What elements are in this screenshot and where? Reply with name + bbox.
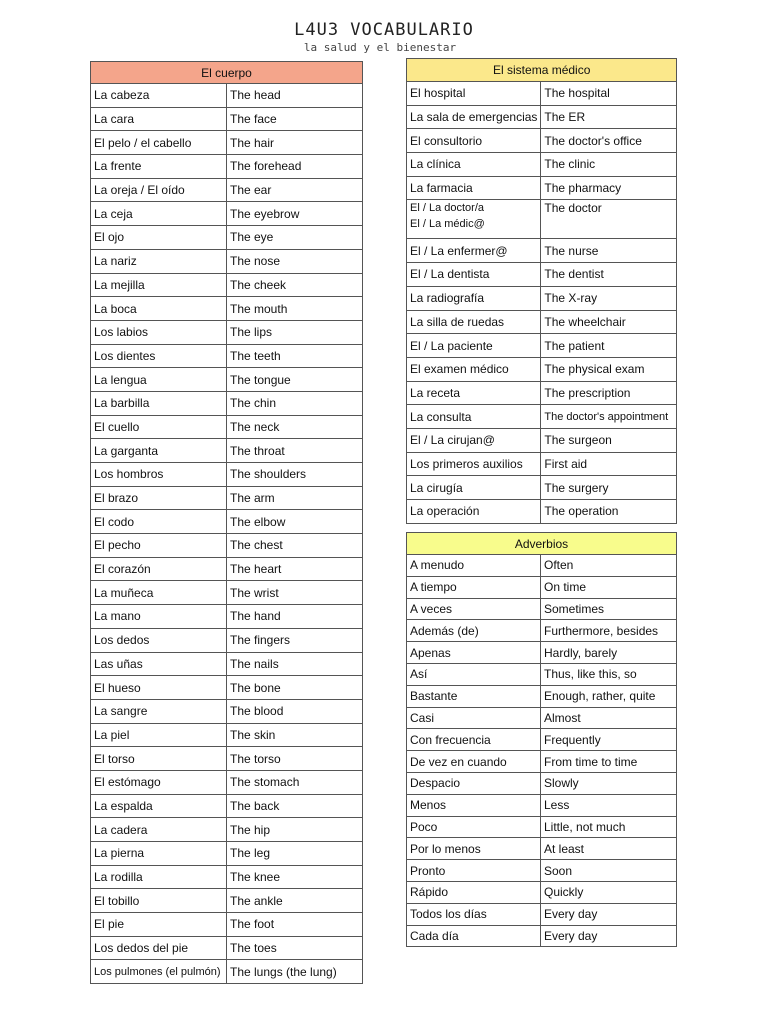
english-term-cell: The mouth: [227, 297, 363, 321]
table-row: [91, 249, 363, 273]
spanish-term-cell: La muñeca: [91, 581, 227, 605]
english-term-cell: Sometimes: [541, 598, 677, 620]
table-row: [407, 452, 677, 476]
table-row: [91, 486, 363, 510]
spanish-term-cell: El cuello: [91, 415, 227, 439]
english-term-cell: The nurse: [541, 239, 677, 263]
table-row: [91, 652, 363, 676]
spanish-term-cell: La sangre: [91, 699, 227, 723]
table-row: [407, 555, 677, 577]
table-row: [91, 865, 363, 889]
english-term-cell: The cheek: [227, 273, 363, 297]
spanish-term-cell: La lengua: [91, 368, 227, 392]
spanish-term-cell: La rodilla: [91, 865, 227, 889]
spanish-term-cell: El tobillo: [91, 889, 227, 913]
english-term-cell: Enough, rather, quite: [541, 685, 677, 707]
table-row: [407, 903, 677, 925]
spanish-term-cell: La pierna: [91, 842, 227, 866]
english-term-cell: Frequently: [541, 729, 677, 751]
spanish-term-cell: Además (de): [407, 620, 541, 642]
english-term-cell: The skin: [227, 723, 363, 747]
table-row: [407, 500, 677, 524]
table-row: [91, 463, 363, 487]
table-row: [407, 925, 677, 947]
english-term-cell: The hand: [227, 605, 363, 629]
english-term-cell: Every day: [541, 925, 677, 947]
english-term-cell: The bone: [227, 676, 363, 700]
english-term-cell: The forehead: [227, 155, 363, 179]
spanish-term-cell: La cabeza: [91, 84, 227, 108]
english-term-cell: The hip: [227, 818, 363, 842]
spanish-term-cell: La cadera: [91, 818, 227, 842]
english-term-cell: The doctor's office: [541, 129, 677, 153]
spanish-term-cell: La mejilla: [91, 273, 227, 297]
table-row: [91, 320, 363, 344]
spanish-term-cell: Los pulmones (el pulmón): [91, 960, 227, 984]
spanish-term-cell: Así: [407, 663, 541, 685]
spanish-term-cell: Las uñas: [91, 652, 227, 676]
spanish-term-cell: El pecho: [91, 534, 227, 558]
english-term-cell: The heart: [227, 557, 363, 581]
english-term-cell: The stomach: [227, 770, 363, 794]
spanish-term-cell: Los labios: [91, 320, 227, 344]
adverbs-vocab-table: [406, 532, 677, 947]
spanish-term-cell: La cirugía: [407, 476, 541, 500]
table-row: [407, 176, 677, 200]
spanish-term-cell: La farmacia: [407, 176, 541, 200]
table-row: [91, 605, 363, 629]
english-term-cell: On time: [541, 576, 677, 598]
spanish-term-cell: La boca: [91, 297, 227, 321]
table-row: [407, 772, 677, 794]
table-row: [91, 913, 363, 937]
table-row: [407, 200, 677, 239]
table-row: [407, 286, 677, 310]
table-row: [91, 747, 363, 771]
spanish-term-cell: La nariz: [91, 249, 227, 273]
spanish-term-cell: El ojo: [91, 226, 227, 250]
spanish-term-cell: Casi: [407, 707, 541, 729]
english-term-cell: The nose: [227, 249, 363, 273]
table-row: [91, 510, 363, 534]
table-row: [91, 297, 363, 321]
spanish-term-cell: Bastante: [407, 685, 541, 707]
table-row: [91, 178, 363, 202]
table-row: [91, 581, 363, 605]
table-row: [91, 628, 363, 652]
table-row: [91, 107, 363, 131]
english-term-cell: The arm: [227, 486, 363, 510]
table-row: [91, 226, 363, 250]
spanish-term-cell: La silla de ruedas: [407, 310, 541, 334]
spanish-term-cell: De vez en cuando: [407, 751, 541, 773]
english-term-cell: The wheelchair: [541, 310, 677, 334]
english-term-cell: The dentist: [541, 263, 677, 287]
spanish-term-cell: La garganta: [91, 439, 227, 463]
table-row: [407, 860, 677, 882]
english-term-cell: Hardly, barely: [541, 642, 677, 664]
spanish-term-cell: Rápido: [407, 881, 541, 903]
table-row: [91, 889, 363, 913]
english-term-cell: The back: [227, 794, 363, 818]
table-row: [407, 310, 677, 334]
table-row: [91, 273, 363, 297]
spanish-term-cell: Todos los días: [407, 903, 541, 925]
english-term-cell: Often: [541, 555, 677, 577]
english-term-cell: The clinic: [541, 153, 677, 177]
body-vocab-table: [90, 61, 363, 984]
english-term-cell: The physical exam: [541, 357, 677, 381]
table-row: [91, 794, 363, 818]
table-row: [407, 838, 677, 860]
medical-vocab-table: [406, 58, 677, 524]
table-row: [407, 129, 677, 153]
spanish-term-cell: Por lo menos: [407, 838, 541, 860]
table-row: [91, 534, 363, 558]
english-term-cell: The pharmacy: [541, 176, 677, 200]
table-row: [407, 334, 677, 358]
table-row: [91, 155, 363, 179]
english-term-cell: The ER: [541, 105, 677, 129]
spanish-term-cell: El estómago: [91, 770, 227, 794]
spanish-term-cell: La oreja / El oído: [91, 178, 227, 202]
english-term-cell: The chest: [227, 534, 363, 558]
spanish-term-cell: El / La enfermer@: [407, 239, 541, 263]
table-row: [407, 82, 677, 106]
english-term-cell: The elbow: [227, 510, 363, 534]
table-row: [407, 642, 677, 664]
spanish-term-cell: El examen médico: [407, 357, 541, 381]
table-row: [91, 439, 363, 463]
english-term-cell: The surgeon: [541, 428, 677, 452]
english-term-cell: Little, not much: [541, 816, 677, 838]
table-row: [407, 620, 677, 642]
spanish-term-cell: A menudo: [407, 555, 541, 577]
english-term-cell: Slowly: [541, 772, 677, 794]
spanish-term-cell: La mano: [91, 605, 227, 629]
english-term-cell: First aid: [541, 452, 677, 476]
english-term-cell: Less: [541, 794, 677, 816]
english-term-cell: The knee: [227, 865, 363, 889]
english-term-cell: The X-ray: [541, 286, 677, 310]
english-term-cell: The leg: [227, 842, 363, 866]
spanish-term-cell: El brazo: [91, 486, 227, 510]
spanish-term-cell: La clínica: [407, 153, 541, 177]
spanish-term-cell: Los dedos: [91, 628, 227, 652]
table-row: [407, 476, 677, 500]
spanish-term-cell: Los primeros auxilios: [407, 452, 541, 476]
english-term-cell: Almost: [541, 707, 677, 729]
table-row: [407, 239, 677, 263]
english-term-cell: The blood: [227, 699, 363, 723]
english-term-cell: The nails: [227, 652, 363, 676]
table-row: [91, 960, 363, 984]
table-row: [91, 84, 363, 108]
spanish-term-cell: El / La cirujan@: [407, 428, 541, 452]
english-term-cell: The foot: [227, 913, 363, 937]
table-row: [407, 751, 677, 773]
spanish-term-cell: A veces: [407, 598, 541, 620]
english-term-cell: The neck: [227, 415, 363, 439]
table-row: [91, 368, 363, 392]
english-term-cell: Soon: [541, 860, 677, 882]
spanish-term-cell: La cara: [91, 107, 227, 131]
table-row: [407, 685, 677, 707]
spanish-term-cell: El pie: [91, 913, 227, 937]
english-term-cell: At least: [541, 838, 677, 860]
table-row: [407, 381, 677, 405]
english-term-cell: The tongue: [227, 368, 363, 392]
spanish-term-cell: Despacio: [407, 772, 541, 794]
english-term-cell: The torso: [227, 747, 363, 771]
spanish-term-cell: El codo: [91, 510, 227, 534]
english-term-cell: The lungs (the lung): [227, 960, 363, 984]
spanish-term-cell: Con frecuencia: [407, 729, 541, 751]
table-row: [407, 428, 677, 452]
body-table-heading: El cuerpo: [91, 62, 363, 84]
english-term-cell: The chin: [227, 391, 363, 415]
english-term-cell: The throat: [227, 439, 363, 463]
spanish-term-cell: Poco: [407, 816, 541, 838]
spanish-term-cell: Cada día: [407, 925, 541, 947]
table-row: [91, 131, 363, 155]
table-row: [91, 557, 363, 581]
spanish-term-cell: Los dedos del pie: [91, 936, 227, 960]
english-term-cell: The fingers: [227, 628, 363, 652]
english-term-cell: The prescription: [541, 381, 677, 405]
spanish-term-cell: La radiografía: [407, 286, 541, 310]
table-row: [91, 699, 363, 723]
english-term-cell: The face: [227, 107, 363, 131]
spanish-term-cell: El pelo / el cabello: [91, 131, 227, 155]
table-row: [407, 794, 677, 816]
english-term-cell: The toes: [227, 936, 363, 960]
english-term-cell: The head: [227, 84, 363, 108]
table-row: [407, 357, 677, 381]
spanish-term-cell: Apenas: [407, 642, 541, 664]
english-term-cell: The lips: [227, 320, 363, 344]
english-term-cell: Furthermore, besides: [541, 620, 677, 642]
table-row: [407, 707, 677, 729]
english-term-cell: The eyebrow: [227, 202, 363, 226]
spanish-term-cell: La consulta: [407, 405, 541, 429]
table-row: [407, 576, 677, 598]
page-subtitle: la salud y el bienestar: [303, 41, 457, 54]
table-row: [91, 344, 363, 368]
table-row: [91, 391, 363, 415]
spanish-term-cell: La operación: [407, 500, 541, 524]
table-row: [407, 881, 677, 903]
spanish-term-cell: El / La paciente: [407, 334, 541, 358]
spanish-term-cell: El consultorio: [407, 129, 541, 153]
spanish-term-cell: El / La dentista: [407, 263, 541, 287]
table-row: [407, 105, 677, 129]
spanish-term-cell: Menos: [407, 794, 541, 816]
english-term-cell: The hair: [227, 131, 363, 155]
table-row: [407, 729, 677, 751]
table-row: [91, 818, 363, 842]
spanish-term-cell: El torso: [91, 747, 227, 771]
table-row: [407, 816, 677, 838]
table-row: [91, 936, 363, 960]
table-row: [91, 770, 363, 794]
spanish-term-cell: La espalda: [91, 794, 227, 818]
english-term-cell: The ankle: [227, 889, 363, 913]
spanish-term-cell: El hospital: [407, 82, 541, 106]
english-term-cell: From time to time: [541, 751, 677, 773]
english-term-cell: The doctor's appointment: [541, 405, 677, 429]
english-term-cell: The hospital: [541, 82, 677, 106]
table-row: [91, 415, 363, 439]
english-term-cell: Every day: [541, 903, 677, 925]
spanish-term-cell: El corazón: [91, 557, 227, 581]
table-row: [407, 153, 677, 177]
spanish-term-cell: La ceja: [91, 202, 227, 226]
spanish-term-cell: A tiempo: [407, 576, 541, 598]
english-term-cell: Thus, like this, so: [541, 663, 677, 685]
english-term-cell: The operation: [541, 500, 677, 524]
english-term-cell: The shoulders: [227, 463, 363, 487]
table-row: [407, 405, 677, 429]
spanish-term-cell: La piel: [91, 723, 227, 747]
spanish-term-cell: Pronto: [407, 860, 541, 882]
spanish-term-cell: Los dientes: [91, 344, 227, 368]
table-row: [91, 723, 363, 747]
spanish-term-cell: La receta: [407, 381, 541, 405]
english-term-cell: Quickly: [541, 881, 677, 903]
spanish-term-cell: La frente: [91, 155, 227, 179]
table-row: [407, 263, 677, 287]
english-term-cell: The wrist: [227, 581, 363, 605]
page-title: L4U3 VOCABULARIO: [294, 20, 474, 40]
english-term-cell: The patient: [541, 334, 677, 358]
english-term-cell: The doctor: [541, 200, 677, 239]
adverbs-table-heading: Adverbios: [407, 533, 677, 555]
english-term-cell: The teeth: [227, 344, 363, 368]
table-row: [91, 202, 363, 226]
english-term-cell: The surgery: [541, 476, 677, 500]
table-row: [91, 842, 363, 866]
spanish-term-cell: La sala de emergencias: [407, 105, 541, 129]
table-row: [407, 663, 677, 685]
spanish-term-cell: Los hombros: [91, 463, 227, 487]
medical-table-heading: El sistema médico: [407, 59, 677, 82]
spanish-term-cell: El / La doctor/a El / La médic@: [407, 200, 541, 239]
table-row: [91, 676, 363, 700]
spanish-term-cell: El hueso: [91, 676, 227, 700]
table-row: [407, 598, 677, 620]
english-term-cell: The ear: [227, 178, 363, 202]
english-term-cell: The eye: [227, 226, 363, 250]
spanish-term-cell: La barbilla: [91, 391, 227, 415]
